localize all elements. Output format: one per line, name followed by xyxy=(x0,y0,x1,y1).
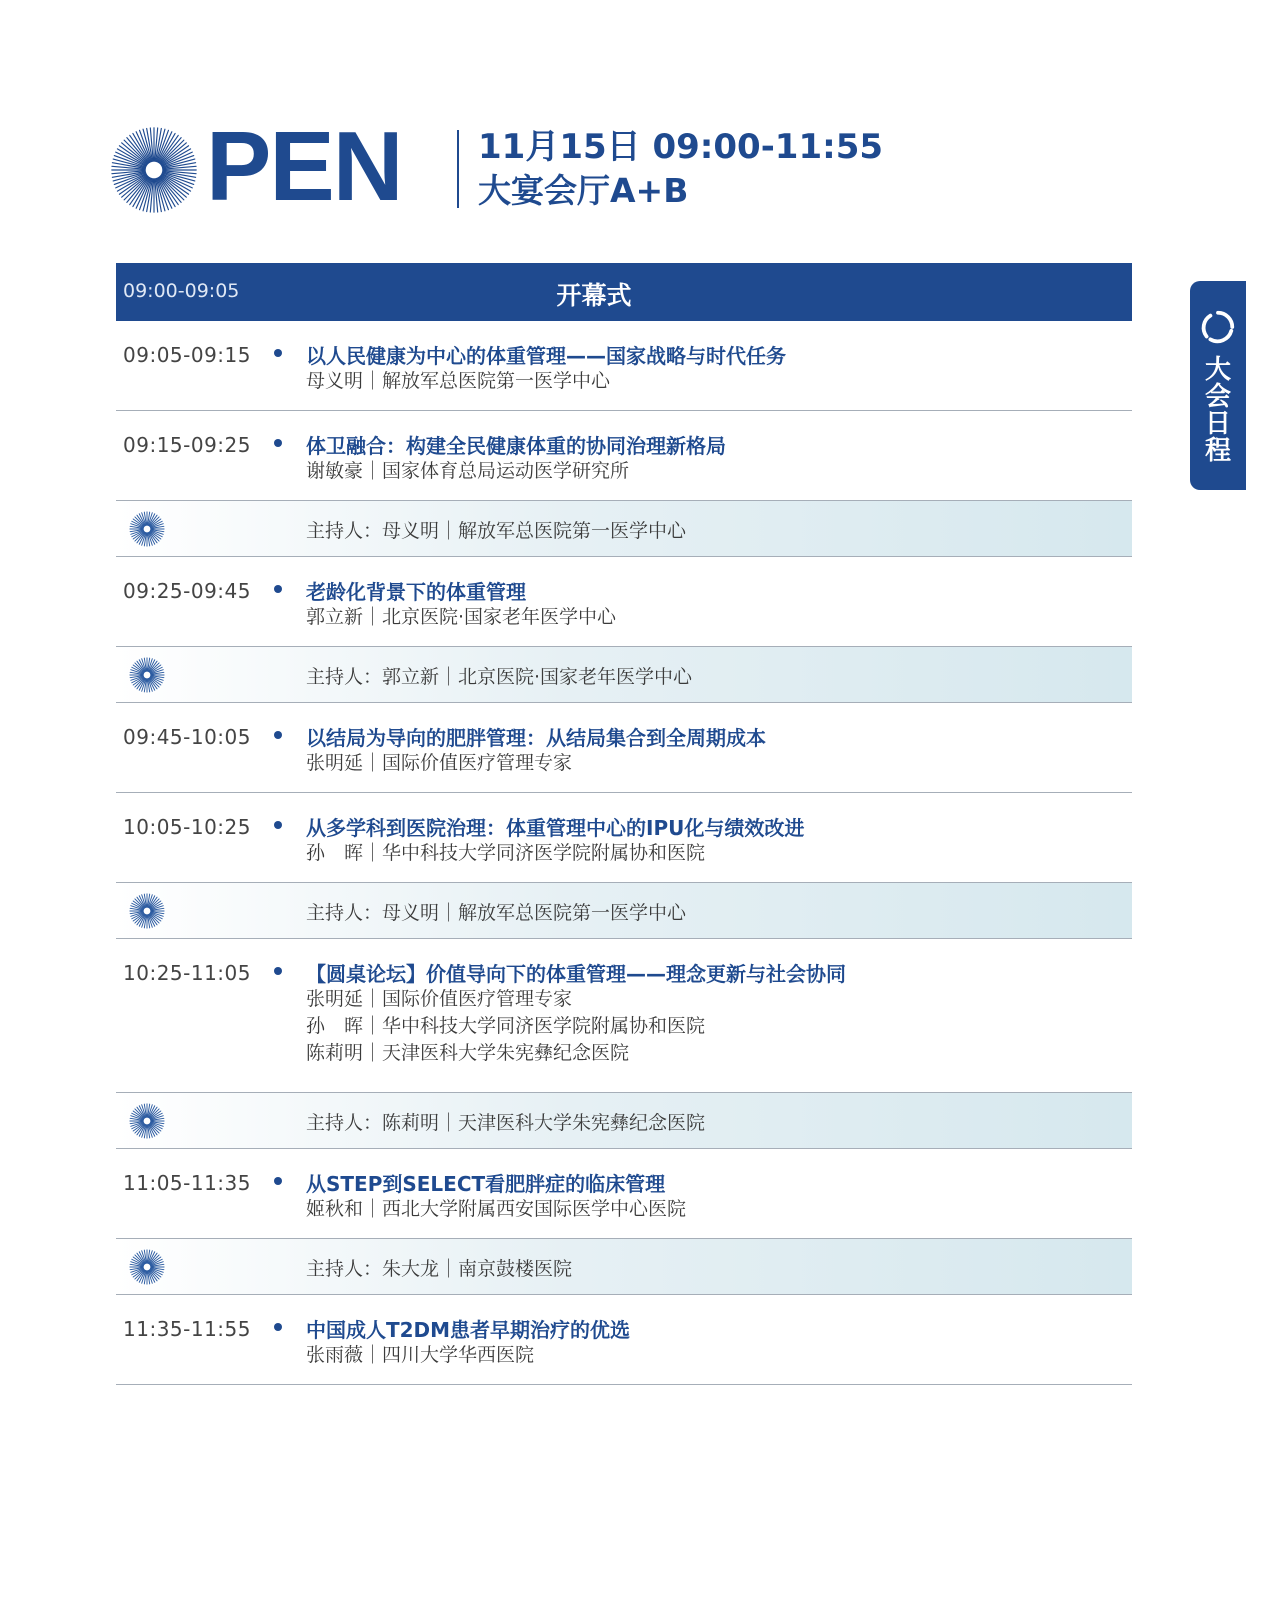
talk-time: 09:45-10:05 xyxy=(123,725,251,749)
talk-time: 10:05-10:25 xyxy=(123,815,251,839)
speaker: 张明延｜国际价值医疗管理专家 xyxy=(306,752,573,774)
event-date-time: 11月15日 09:00-11:55 xyxy=(478,127,884,167)
speaker-list xyxy=(306,1342,534,1369)
talk-row xyxy=(116,793,1132,883)
talk-row xyxy=(116,411,1132,501)
bullet-icon xyxy=(274,731,282,739)
talk-title: 中国成人T2DM患者早期治疗的优选 xyxy=(306,1318,631,1342)
talk-title: 以结局为导向的肥胖管理：从结局集合到全周期成本 xyxy=(306,726,766,750)
speaker-list xyxy=(306,1196,686,1223)
speaker: 张明延｜国际价值医疗管理专家 xyxy=(306,988,573,1010)
speaker-list xyxy=(306,604,616,631)
speaker: 姬秋和｜西北大学附属西安国际医学中心医院 xyxy=(306,1198,687,1220)
host-row xyxy=(116,1093,1132,1149)
side-tab-char: 大 xyxy=(1204,355,1231,385)
host-info: 主持人：朱大龙｜南京鼓楼医院 xyxy=(306,1258,573,1280)
sunburst-icon xyxy=(128,510,166,548)
talk-time: 09:15-09:25 xyxy=(123,433,251,457)
sunburst-icon xyxy=(128,892,166,930)
opening-row xyxy=(116,263,1132,321)
schedule-table xyxy=(116,263,1132,1385)
talk-time: 10:25-11:05 xyxy=(123,961,251,985)
talk-row xyxy=(116,557,1132,647)
opening-time: 09:00-09:05 xyxy=(123,280,240,302)
bullet-icon xyxy=(274,585,282,593)
talk-time: 09:05-09:15 xyxy=(123,343,251,367)
speaker: 谢敏豪｜国家体育总局运动医学研究所 xyxy=(306,460,630,482)
bullet-icon xyxy=(274,439,282,447)
speaker-list xyxy=(306,986,705,1067)
talk-title: 体卫融合：构建全民健康体重的协同治理新格局 xyxy=(306,434,726,458)
sunburst-icon xyxy=(128,1248,166,1286)
host-info: 主持人：郭立新｜北京医院·国家老年医学中心 xyxy=(306,666,693,688)
talk-title: 以人民健康为中心的体重管理——国家战略与时代任务 xyxy=(306,344,786,368)
talk-title: 从多学科到医院治理：体重管理中心的IPU化与绩效改进 xyxy=(306,816,805,840)
host-row xyxy=(116,1239,1132,1295)
sunburst-logo-icon xyxy=(110,126,198,214)
circular-arrows-icon xyxy=(1199,308,1237,346)
host-info: 主持人：母义明｜解放军总医院第一医学中心 xyxy=(306,902,687,924)
bullet-icon xyxy=(274,349,282,357)
speaker-list xyxy=(306,750,572,777)
host-row xyxy=(116,647,1132,703)
speaker: 张雨薇｜四川大学华西医院 xyxy=(306,1344,535,1366)
speaker: 孙 晖｜华中科技大学同济医学院附属协和医院 xyxy=(306,842,706,864)
sunburst-icon xyxy=(128,1102,166,1140)
talk-row xyxy=(116,703,1132,793)
host-info: 主持人：母义明｜解放军总医院第一医学中心 xyxy=(306,520,687,542)
side-tab-char: 程 xyxy=(1204,436,1231,466)
bullet-icon xyxy=(274,1177,282,1185)
agenda-side-tab[interactable] xyxy=(1190,281,1246,490)
side-tab-label xyxy=(1190,357,1246,465)
talk-title: 【圆桌论坛】价值导向下的体重管理——理念更新与社会协同 xyxy=(306,962,846,986)
opening-title: 开幕式 xyxy=(556,281,632,310)
host-row xyxy=(116,883,1132,939)
speaker: 陈莉明｜天津医科大学朱宪彝纪念医院 xyxy=(306,1042,630,1064)
host-row xyxy=(116,501,1132,557)
talk-row xyxy=(116,939,1132,1093)
speaker-list xyxy=(306,840,705,867)
event-venue: 大宴会厅A+B xyxy=(478,171,689,210)
bullet-icon xyxy=(274,1323,282,1331)
talk-time: 11:05-11:35 xyxy=(123,1171,251,1195)
side-tab-char: 日 xyxy=(1204,409,1231,439)
talk-time: 09:25-09:45 xyxy=(123,579,251,603)
side-tab-char: 会 xyxy=(1204,382,1231,412)
speaker-list xyxy=(306,368,610,395)
talk-title: 老龄化背景下的体重管理 xyxy=(306,580,526,604)
sunburst-icon xyxy=(128,656,166,694)
speaker-list xyxy=(306,458,629,485)
speaker: 孙 晖｜华中科技大学同济医学院附属协和医院 xyxy=(306,1015,706,1037)
talk-row xyxy=(116,1149,1132,1239)
bullet-icon xyxy=(274,821,282,829)
talk-row xyxy=(116,1295,1132,1385)
logo-text: PEN xyxy=(206,111,402,221)
host-info: 主持人：陈莉明｜天津医科大学朱宪彝纪念医院 xyxy=(306,1112,706,1134)
talk-title: 从STEP到SELECT看肥胖症的临床管理 xyxy=(306,1172,666,1196)
header-divider xyxy=(457,130,459,208)
talk-time: 11:35-11:55 xyxy=(123,1317,251,1341)
speaker: 母义明｜解放军总医院第一医学中心 xyxy=(306,370,611,392)
bullet-icon xyxy=(274,967,282,975)
speaker: 郭立新｜北京医院·国家老年医学中心 xyxy=(306,606,617,628)
talk-row xyxy=(116,321,1132,411)
